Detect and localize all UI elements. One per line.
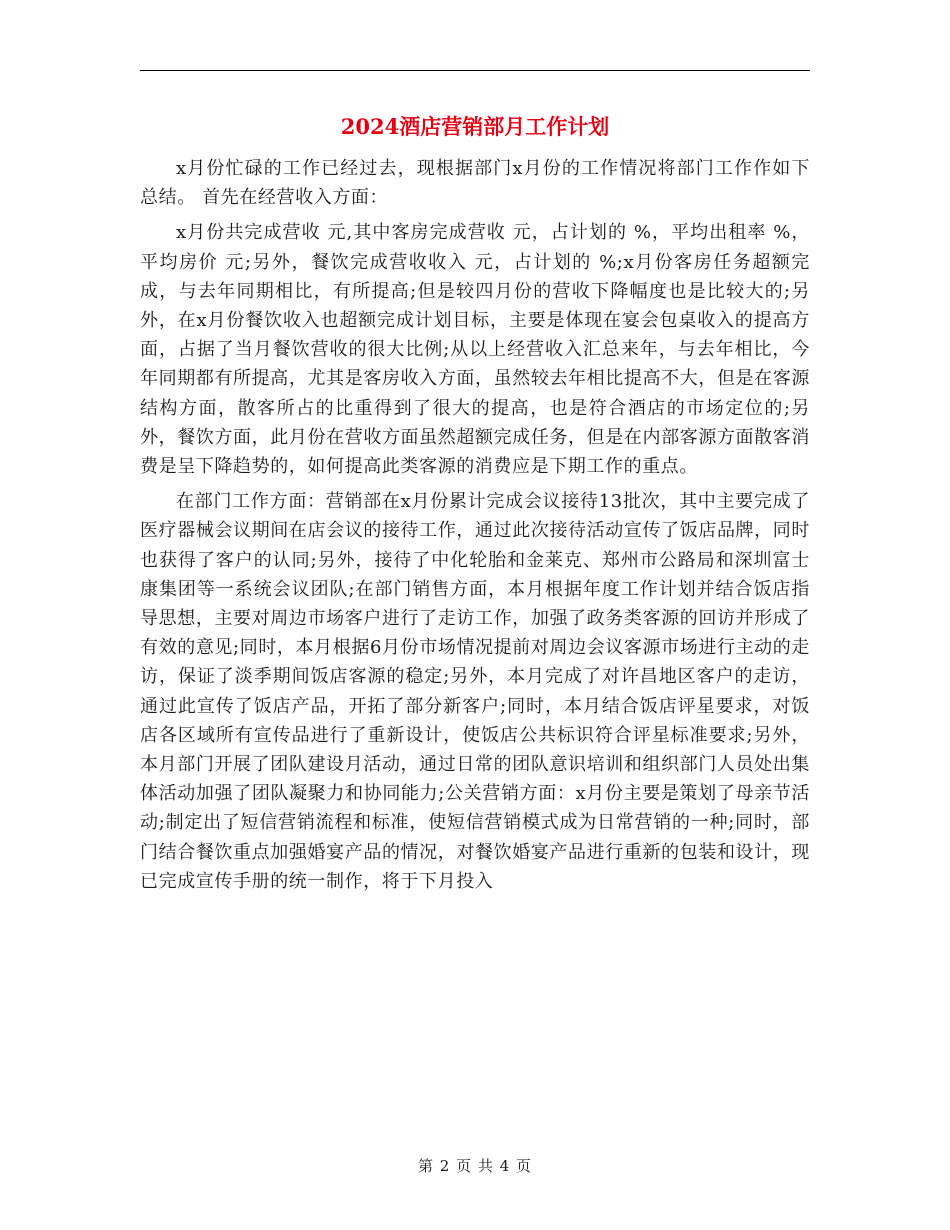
page-footer: 第 2 页 共 4 页: [418, 1157, 532, 1175]
paragraph-revenue: x月份共完成营收 元,其中客房完成营收 元，占计划的 %，平均出租率 %，平均房价 元;另外，餐饮完成营收收入 元，占计划的 %;x月份客房任务超额完成，与去年同期相比，有所提高;但是较四月份的营收下降幅度也是比较大的;另外，在x月份餐饮收入也超额完成计划目标，主要是体现在宴会包桌收入的提高方面，占据了当月餐饮营收的很大比例;从以上经营收入汇总来年，与去年相比，今年同期都有所提高，尤其是客房收入方面，虽然较去年相比提高不大，但是在客源结构方面，散客所占的比重得到了很大的提高，也是符合酒店的市场定位的;另外，餐饮方面，此月份在营收方面虽然超额完成任务，但是在内部客源方面散客消费是呈下降趋势的，如何提高此类客源的消费应是下期工作的重点。: [140, 222, 810, 478]
header-rule: [140, 70, 810, 71]
document-body: [140, 154, 810, 896]
paragraph-department-work: 在部门工作方面：营销部在x月份累计完成会议接待13批次，其中主要完成了医疗器械会议期间在店会议的接待工作，通过此次接待活动宣传了饭店品牌，同时也获得了客户的认同;另外，接待了中化轮胎和金莱克、郑州市公路局和深圳富士康集团等一系统会议团队;在部门销售方面，本月根据年度工作计划并结合饭店指导思想，主要对周边市场客户进行了走访工作，加强了政务类客源的回访并形成了有效的意见;同时，本月根据6月份市场情况提前对周边会议客源市场进行主动的走访，保证了淡季期间饭店客源的稳定;另外，本月完成了对许昌地区客户的走访，通过此宣传了饭店产品，开拓了部分新客户;同时，本月结合饭店评星要求，对饭店各区域所有宣传品进行了重新设计，使饭店公共标识符合评星标准要求;另外，本月部门开展了团队建设月活动，通过日常的团队意识培训和组织部门人员处出集体活动加强了团队凝聚力和协同能力;公关营销方面：x月份主要是策划了母亲节活动;制定出了短信营销流程和标准，使短信营销模式成为日常营销的一种;同时，部门结合餐饮重点加强婚宴产品的情况，对餐饮婚宴产品进行重新的包装和设计，现已完成宣传手册的统一制作，将于下月投入: [140, 491, 810, 892]
document-title: 2024酒店营销部月工作计划: [340, 114, 610, 139]
paragraph-intro: x月份忙碌的工作已经过去，现根据部门x月份的工作情况将部门工作作如下总结。 首先在经营收入方面：: [140, 158, 810, 209]
